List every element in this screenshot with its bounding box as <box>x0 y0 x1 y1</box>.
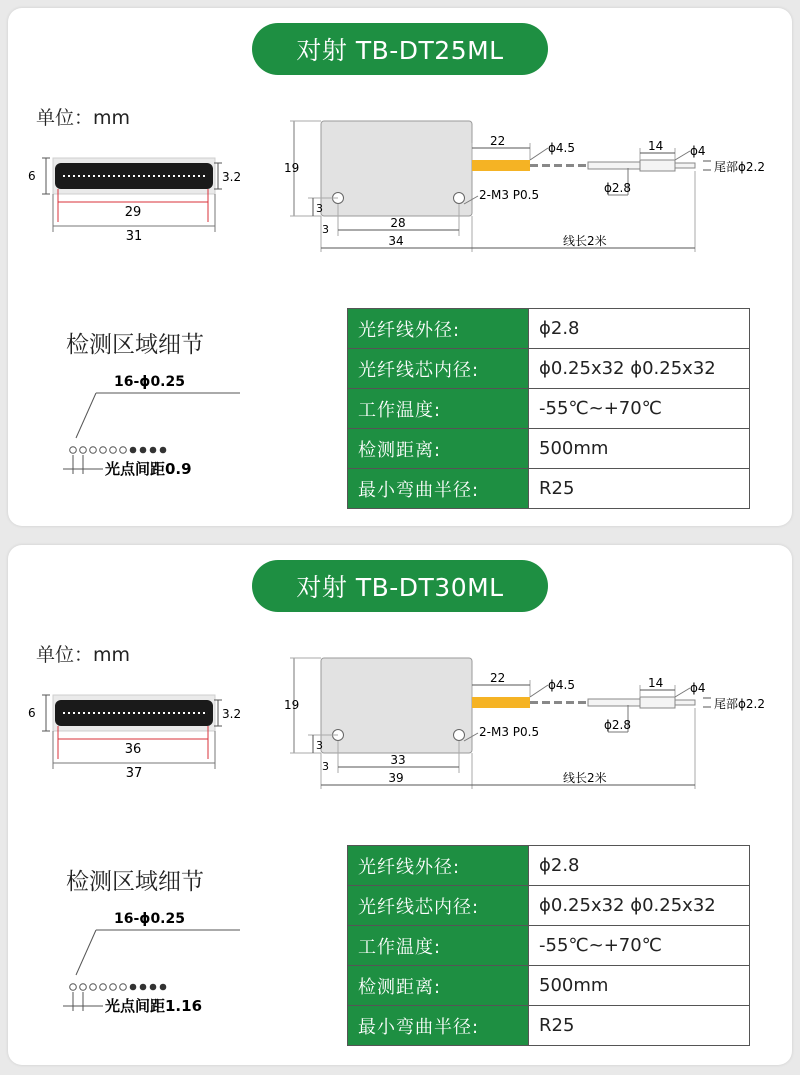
front-height: 6 <box>28 706 36 720</box>
spec-label: 工作温度: <box>348 389 529 429</box>
cable-length: 线长2米 <box>563 771 607 785</box>
sensor-body <box>321 658 472 753</box>
front-thickness: 3.2 <box>222 170 242 184</box>
sleeve-diameter: ϕ4.5 <box>548 141 575 155</box>
table-row <box>348 1006 750 1046</box>
spec-table <box>347 308 750 509</box>
spec-label: 光纤线外径: <box>348 309 529 349</box>
table-row <box>348 349 750 389</box>
side-height: 19 <box>284 161 300 175</box>
front-height: 6 <box>28 169 36 183</box>
spec-value: ϕ0.25x32 ϕ0.25x32 <box>529 886 750 926</box>
product-title: 对射 TB-DT30ML <box>252 560 548 612</box>
light-spots <box>70 984 167 991</box>
detail-title: 检测区域细节 <box>66 332 204 358</box>
mount-hole-right <box>454 730 465 741</box>
orange-sleeve <box>472 160 530 171</box>
spec-label: 光纤线外径: <box>348 846 529 886</box>
cable-diameter: ϕ2.8 <box>604 718 631 732</box>
hole-offset: 3 <box>316 202 323 215</box>
spec-value: 500mm <box>529 966 750 1006</box>
sensor-body <box>321 121 472 216</box>
table-row <box>348 926 750 966</box>
body-length: 34 <box>388 234 404 248</box>
spot-pitch: 光点间距1.16 <box>105 997 203 1015</box>
tip-length: 14 <box>648 676 664 690</box>
sleeve-length: 22 <box>490 671 506 685</box>
spec-label: 检测距离: <box>348 966 529 1006</box>
side-height: 19 <box>284 698 300 712</box>
spec-label: 光纤线芯内径: <box>348 349 529 389</box>
cable-length: 线长2米 <box>563 234 607 248</box>
spec-value: ϕ0.25x32 ϕ0.25x32 <box>529 349 750 389</box>
product-card-1 <box>8 8 792 526</box>
table-row <box>348 389 750 429</box>
hole-spacing: 28 <box>390 216 406 230</box>
orange-sleeve <box>472 697 530 708</box>
table-row <box>348 429 750 469</box>
spec-label: 工作温度: <box>348 926 529 966</box>
hole-offset: 3 <box>316 739 323 752</box>
spot-pitch: 光点间距0.9 <box>105 460 192 478</box>
spot-spec: 16-ϕ0.25 <box>114 911 185 927</box>
front-view <box>28 695 241 781</box>
side-view <box>284 121 765 252</box>
table-row <box>348 309 750 349</box>
spec-value: -55℃~+70℃ <box>529 389 750 429</box>
product-card-2 <box>8 545 792 1065</box>
tail-diameter: 尾部ϕ2.2 <box>714 697 766 711</box>
fiber-tip <box>640 697 675 708</box>
total-width: 31 <box>125 229 143 244</box>
tip-diameter: ϕ4 <box>690 681 706 695</box>
spec-value: 500mm <box>529 429 750 469</box>
spec-label: 最小弯曲半径: <box>348 469 529 509</box>
mount-hole-right <box>454 193 465 204</box>
table-row <box>348 469 750 509</box>
hole-margin: 3 <box>322 223 329 236</box>
fiber-tip <box>640 160 675 171</box>
total-width: 37 <box>125 766 143 781</box>
tail-diameter: 尾部ϕ2.2 <box>714 160 766 174</box>
unit-label: 单位：mm <box>36 644 131 666</box>
body-length: 39 <box>388 771 404 785</box>
spec-value: R25 <box>529 469 750 509</box>
spec-value: R25 <box>529 1006 750 1046</box>
product-title: 对射 TB-DT25ML <box>252 23 548 75</box>
detail-title: 检测区域细节 <box>66 869 204 895</box>
table-row <box>348 846 750 886</box>
tip-diameter: ϕ4 <box>690 144 706 158</box>
front-thickness: 3.2 <box>222 707 242 721</box>
hole-margin: 3 <box>322 760 329 773</box>
table-row <box>348 966 750 1006</box>
table-row <box>348 886 750 926</box>
window-width: 29 <box>124 205 142 220</box>
hole-spacing: 33 <box>390 753 406 767</box>
unit-label: 单位：mm <box>36 107 131 129</box>
screw-spec: 2-M3 P0.5 <box>479 725 540 739</box>
cable-diameter: ϕ2.8 <box>604 181 631 195</box>
side-view <box>284 658 765 789</box>
sleeve-diameter: ϕ4.5 <box>548 678 575 692</box>
window-width: 36 <box>124 742 142 757</box>
light-spots <box>70 447 167 454</box>
tip-length: 14 <box>648 139 664 153</box>
spec-label: 光纤线芯内径: <box>348 886 529 926</box>
spec-value: -55℃~+70℃ <box>529 926 750 966</box>
spec-value: ϕ2.8 <box>529 846 750 886</box>
front-view <box>28 158 241 244</box>
spec-table <box>347 845 750 1046</box>
detection-detail <box>63 374 240 478</box>
screw-spec: 2-M3 P0.5 <box>479 188 540 202</box>
spec-value: ϕ2.8 <box>529 309 750 349</box>
spot-spec: 16-ϕ0.25 <box>114 374 185 390</box>
spec-label: 检测距离: <box>348 429 529 469</box>
detection-detail <box>63 911 240 1015</box>
sleeve-length: 22 <box>490 134 506 148</box>
spec-label: 最小弯曲半径: <box>348 1006 529 1046</box>
